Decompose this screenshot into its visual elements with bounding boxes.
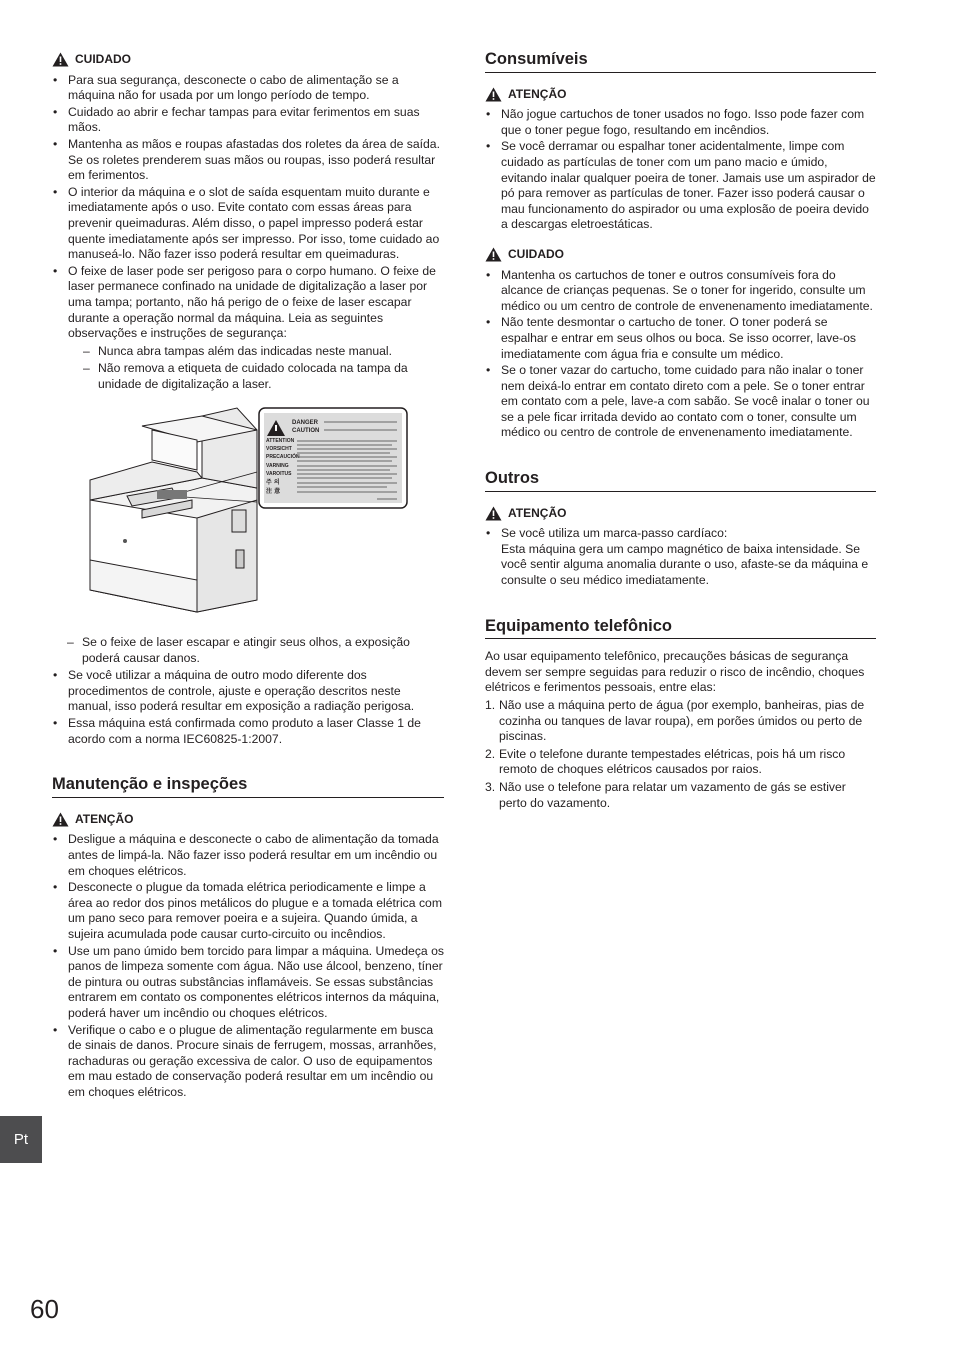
sub-list-item: – Se o feixe de laser escapar e atingir seus olhos, a exposição poderá causar danos.: [52, 635, 444, 666]
language-tab: Pt: [0, 1116, 42, 1163]
list-item: • Mantenha os cartuchos de toner e outros consumíveis fora do alcance de crianças pequenas. Se o toner for ingerido, consulte um médico ou um centro de controle de envenenamento imediatamente.: [485, 268, 876, 315]
label-line: VAROITUS: [266, 471, 292, 478]
list-item: [52, 264, 444, 393]
sub-list: [68, 344, 444, 393]
caution-heading: [52, 52, 444, 68]
sub-list-item: – Nunca abra tampas além das indicadas neste manual.: [68, 344, 444, 360]
item-number: 1.: [485, 698, 496, 712]
caution-heading: [485, 247, 876, 263]
left-column: [52, 52, 444, 1102]
list-item: • Use um pano úmido bem torcido para limpar a máquina. Umedeça os panos de limpeza somente com água. Não use álcool, benzeno, tíner de pintura ou outras substâncias inflamáveis. Se essas substâncias entrarem em contato os componentes elétricos internos da máquina, poderá haver um incêndio ou choques elétricos.: [52, 944, 444, 1022]
list-item: • Se o toner vazar do cartucho, tome cuidado para não inalar o toner nem deixá-lo entrar em contato direto com a pele. Se o toner entrar em contato com a pele, lave-a com sabão. Se você inalar o toner ou se a pele ficar irritada devido ao contato com o toner, consulte um médico ou centro de controle de envenenamento imediatamente.: [485, 363, 876, 441]
caution-list: [52, 73, 444, 393]
warning-triangle-icon: [52, 52, 69, 67]
warning-heading: [485, 87, 876, 103]
label-line: VARNING: [266, 463, 289, 470]
list-item: • O interior da máquina e o slot de saída esquentam muito durante e imediatamente após o uso. Evite contato com essas áreas para prevenir queimaduras. Além disso, o papel impresso poderá estar quente imediatamente após ser impresso. Por isso, tome cuidado ao manuseá-lo. Não fazer isso poderá resultar em queimaduras.: [52, 185, 444, 263]
list-item-text: Esta máquina gera um campo magnético de baixa intensidade. Se você sentir alguma anomalia durante o uso, afaste-se da máquina e consulte o seu médico imediatamente.: [501, 541, 869, 588]
others-list: [485, 526, 876, 588]
label-line: ATTENTION: [266, 438, 295, 445]
warning-heading: [52, 812, 444, 828]
item-text: Não use o telefone para relatar um vazamento de gás se estiver perto do vazamento.: [499, 779, 846, 810]
consumables-caution-list: [485, 268, 876, 442]
list-item-text: O feixe de laser pode ser perigoso para o corpo humano. O feixe de laser permanece confinado na unidade de digitalização a laser por uma tampa; portanto, não há perigo de o feixe de laser escapar durante a operação normal da máquina. Leia as seguintes observações e instruções de segurança:: [68, 263, 436, 341]
item-text: Não use a máquina perto de água (por exemplo, banheiras, pias de cozinha ou tanques de lavar roupa), em porões úmidos ou perto de piscinas.: [499, 698, 865, 744]
label-line: PRECAUCIÓN: [266, 454, 300, 461]
list-item: [485, 526, 876, 588]
section-heading-others: Outros: [485, 471, 876, 492]
numbered-item: [485, 698, 876, 745]
list-item: • Não tente desmontar o cartucho de toner. O toner poderá se espalhar e entrar em seus olhos ou boca. Se isso ocorrer, lave-os imediatamente com água fria e consulte um médico.: [485, 315, 876, 362]
list-item: • Desligue a máquina e desconecte o cabo de alimentação da tomada antes de limpá-la. Não fazer isso poderá resultar em um incêndio ou em choques elétricos.: [52, 832, 444, 879]
list-item-line: • Se você utiliza um marca-passo cardíaco:: [501, 526, 728, 541]
warning-label: ATENÇÃO: [508, 505, 567, 520]
right-column: [485, 52, 876, 813]
list-item: • Não jogue cartuchos de toner usados no fogo. Isso pode fazer com que o toner pegue fogo, resultando em incêndios.: [485, 107, 876, 138]
warning-triangle-icon: [52, 812, 69, 827]
sub-list-item: – Não remova a etiqueta de cuidado colocada na tampa da unidade de digitalização a laser.: [68, 361, 444, 392]
numbered-item: [485, 747, 876, 778]
warning-heading: [485, 506, 876, 522]
item-number: 2.: [485, 746, 496, 761]
warning-triangle-icon: [485, 247, 502, 262]
list-item: • Desconecte o plugue da tomada elétrica periodicamente e limpe a área ao redor dos pinos metálicos do plugue e a tomada elétrica com um pano seco para remover poeira e a sujeira. Quando úmida, a sujeira acumulada pode causar curto-circuito ou incêndios.: [52, 880, 444, 942]
warning-label: ATENÇÃO: [508, 86, 567, 101]
label-line: CAUTION: [292, 428, 320, 435]
list-item: • Se você derramar ou espalhar toner acidentalmente, limpe com cuidado as partículas de toner com um pano macio e úmido, evitando inalar qualquer poeira de toner. Jamais use um aspirador de pó para remover as partículas de toner. Fazer isso poderá causar o mau funcionamento do aspirador ou uma explosão de poeira devido a descargas eletroestáticas.: [485, 139, 876, 233]
label-line: 注 意: [266, 488, 281, 496]
list-item: • Para sua segurança, desconecte o cabo de alimentação se a máquina não for usada por um longo período de tempo.: [52, 73, 444, 104]
list-item: • Essa máquina está confirmada como produto a laser Classe 1 de acordo com a norma IEC60825-1:2007.: [52, 716, 444, 747]
list-item: • Verifique o cabo e o plugue de alimentação regularmente em busca de sinais de danos. Procure sinais de ferrugem, mossas, arranhões, rachaduras ou geração excessiva de calor. O uso de equipamentos em mau estado de conservação poderá resultar em um incêndio ou em choques elétricos.: [52, 1023, 444, 1101]
caution-list-continued: [52, 668, 444, 747]
phone-list: [485, 698, 876, 811]
maintenance-list: [52, 832, 444, 1100]
label-line: DANGER: [292, 420, 319, 427]
caution-label: CUIDADO: [508, 246, 564, 261]
section-heading-phone: Equipamento telefônico: [485, 619, 876, 640]
section-heading-consumables: Consumíveis: [485, 52, 876, 73]
label-line: VORSICHT: [266, 446, 292, 453]
warning-triangle-icon: [485, 87, 502, 102]
label-line: 주 의: [266, 479, 280, 487]
numbered-item: [485, 780, 876, 811]
sub-list: [52, 635, 444, 666]
caution-label: CUIDADO: [75, 52, 131, 66]
list-item: • Mantenha as mãos e roupas afastadas dos roletes da área de saída. Se os roletes prenderem suas mãos ou roupas, isso poderá resultar em ferimentos.: [52, 137, 444, 184]
warning-triangle-icon: [485, 506, 502, 521]
list-item: • Cuidado ao abrir e fechar tampas para evitar ferimentos em suas mãos.: [52, 105, 444, 136]
list-item: • Se você utilizar a máquina de outro modo diferente dos procedimentos de controle, ajuste e operação descritos neste manual, isso poderá resultar em exposição a radiação perigosa.: [52, 668, 444, 715]
item-number: 3.: [485, 779, 496, 794]
printer-laser-label-illustration: [52, 400, 444, 620]
page-number: 60: [30, 1294, 59, 1324]
warning-label: ATENÇÃO: [75, 811, 134, 826]
item-text: Evite o telefone durante tempestades elétricas, pois há um risco remoto de choques elétricos causados por raios.: [499, 746, 846, 777]
section-heading-maintenance: Manutenção e inspeções: [52, 777, 444, 798]
phone-intro: Ao usar equipamento telefônico, precauções básicas de segurança devem ser sempre seguidas para reduzir o risco de incêndio, choques elétricos e ferimentos pessoais, entre elas:: [485, 649, 865, 695]
consumables-warning-list: [485, 107, 876, 233]
